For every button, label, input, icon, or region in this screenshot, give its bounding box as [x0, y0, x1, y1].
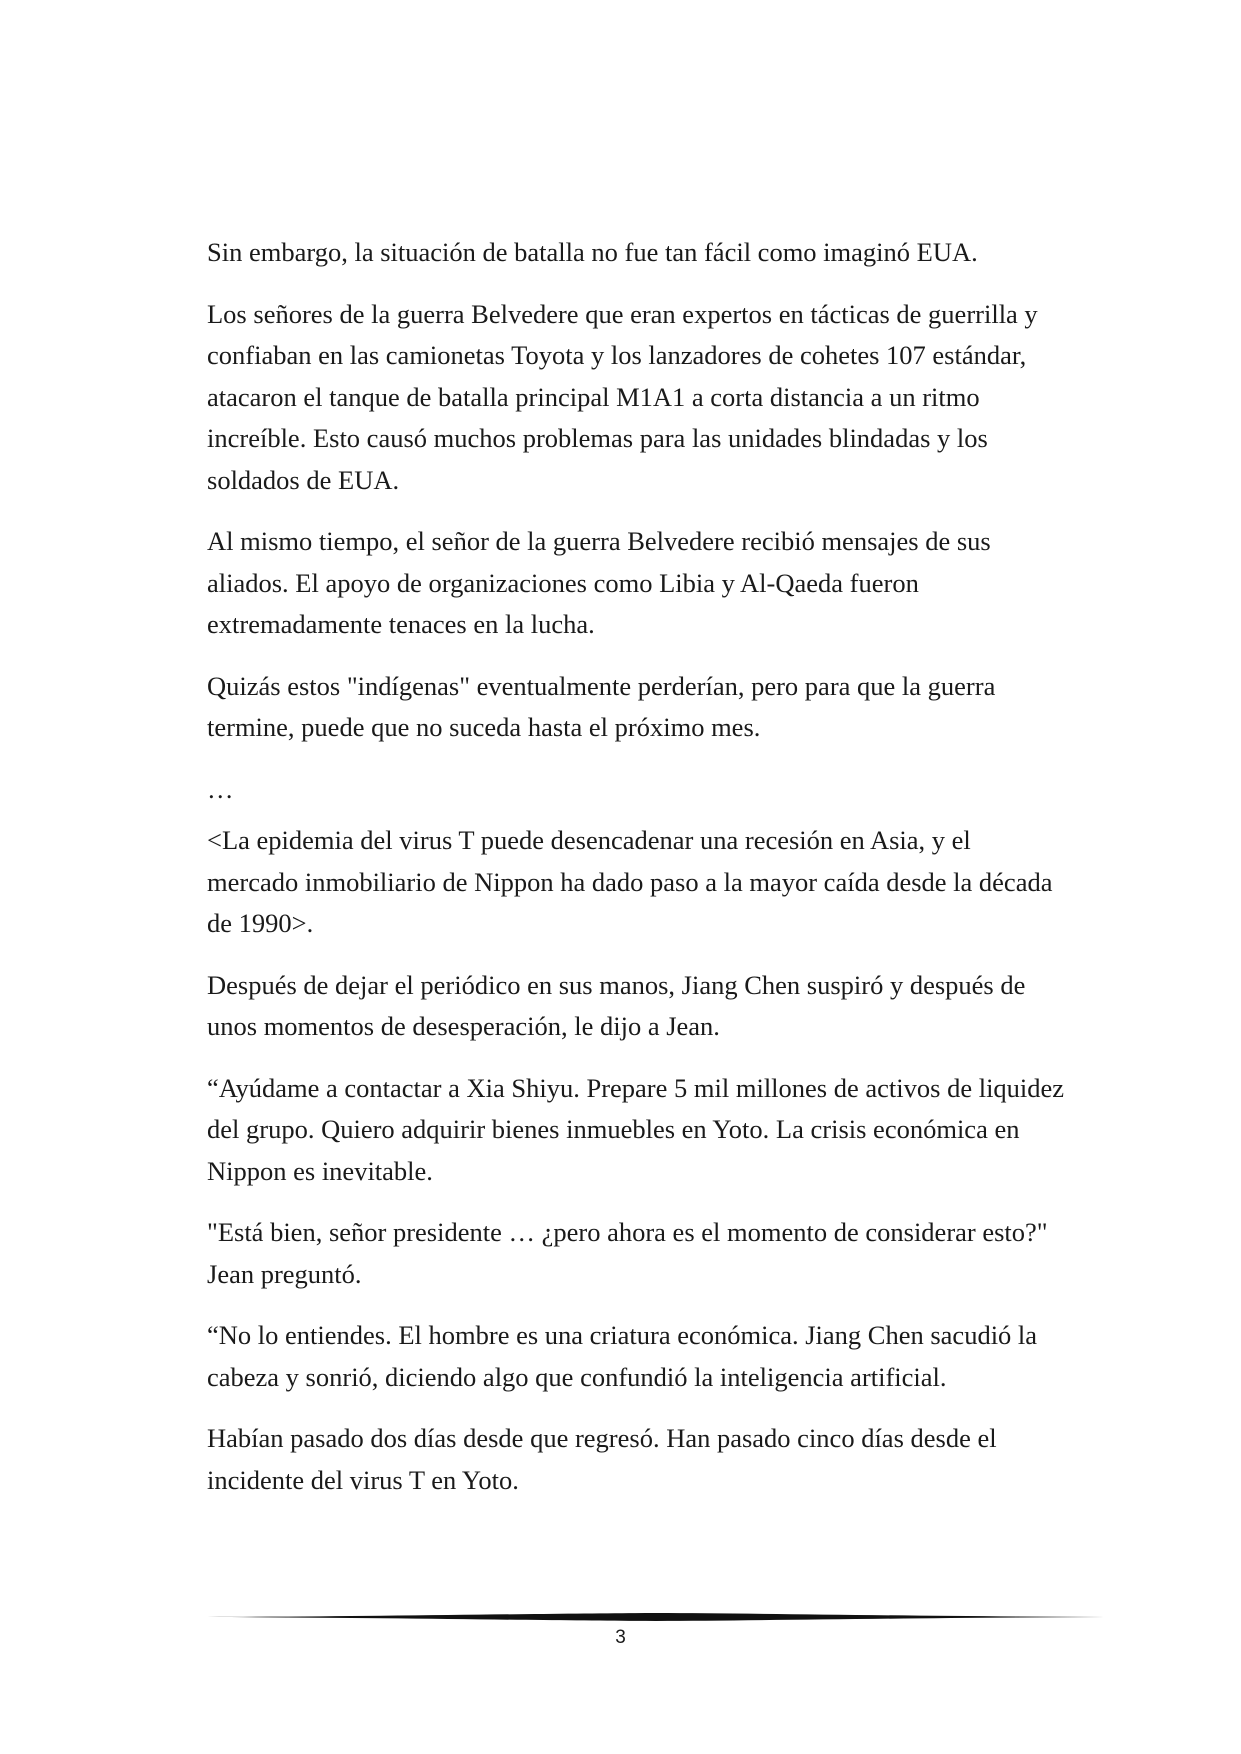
body-text	[207, 232, 1067, 1521]
paragraph: Quizás estos "indígenas" eventualmente perderían, pero para que la guerra termine, puede que no suceda hasta el próximo mes.	[207, 670, 996, 742]
paragraph: Después de dejar el periódico en sus manos, Jiang Chen suspiró y después de unos momentos de desesperación, le dijo a Jean.	[207, 969, 1026, 1041]
paragraph: <La epidemia del virus T puede desencadenar una recesión en Asia, y el mercado inmobiliario de Nippon ha dado paso a la mayor caída desde la década de 1990>.	[207, 825, 1053, 938]
paragraph: Sin embargo, la situación de batalla no fue tan fácil como imaginó EUA.	[207, 237, 978, 267]
paragraph: Al mismo tiempo, el señor de la guerra Belvedere recibió mensajes de sus aliados. El apoyo de organizaciones como Libia y Al-Qaeda fueron extremadamente tenaces en la lucha.	[207, 526, 991, 639]
paragraph: Habían pasado dos días desde que regresó. Han pasado cinco días desde el incidente del virus T en Yoto.	[207, 1423, 997, 1495]
paragraph: "Está bien, señor presidente … ¿pero ahora es el momento de considerar esto?" Jean preguntó.	[207, 1217, 1048, 1289]
paragraph: “Ayúdame a contactar a Xia Shiyu. Prepare 5 mil millones de activos de liquidez del grupo. Quiero adquirir bienes inmuebles en Yoto. La crisis económica en Nippon es inevitable.	[207, 1072, 1065, 1186]
paragraph: Los señores de la guerra Belvedere que eran expertos en tácticas de guerrilla y confiaban en las camionetas Toyota y los lanzadores de cohetes 107 estándar, atacaron el tanque de batalla principal M1A1 a corta distancia a un ritmo increíble. Esto causó muchos problemas para las unidades blindadas y los soldados de EUA.	[207, 298, 1038, 495]
paragraph: “No lo entiendes. El hombre es una criatura económica. Jiang Chen sacudió la cabeza y sonrió, diciendo algo que confundió la inteligencia artificial.	[207, 1320, 1038, 1392]
section-break-ellipsis: …	[207, 773, 234, 804]
footer-divider	[207, 1611, 1105, 1623]
page-number: 3	[615, 1627, 626, 1648]
